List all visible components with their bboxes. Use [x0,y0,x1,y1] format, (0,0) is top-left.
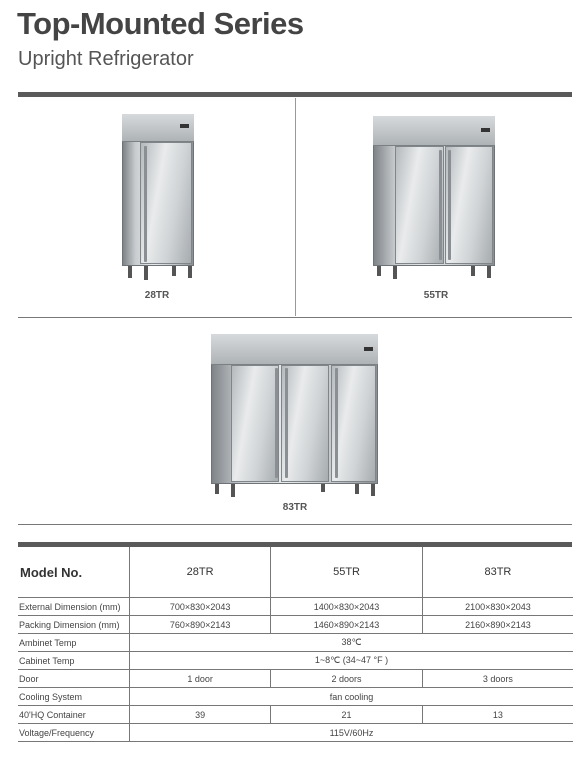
table-row [18,598,573,616]
cell: 2 doors [271,670,423,688]
lower-divider [18,524,572,525]
cell: 2160×890×2143 [422,616,573,634]
cell: 2100×830×2043 [422,598,573,616]
fridge-83tr-image [211,334,378,500]
table-row [18,652,573,670]
cell: 700×830×2043 [130,598,271,616]
column-header-55tr: 55TR [271,547,423,598]
cell: 1460×890×2143 [271,616,423,634]
row-label: 40'HQ Container [18,706,130,724]
row-label: External Dimension (mm) [18,598,130,616]
row-label: Voltage/Frequency [18,724,130,742]
row-label: Packing Dimension (mm) [18,616,130,634]
cell: 1 door [130,670,271,688]
table-row [18,670,573,688]
row-label: Cabinet Temp [18,652,130,670]
column-header-28tr: 28TR [130,547,271,598]
table-header-row [18,547,573,598]
page-title: Top-Mounted Series [17,6,304,41]
top-divider [18,92,572,97]
page-subtitle: Upright Refrigerator [18,48,194,70]
model-label-55tr: 55TR [423,290,449,301]
table-row [18,634,573,652]
model-no-header: Model No. [18,547,130,598]
table-row [18,616,573,634]
cell: 38℃ [130,634,574,652]
cell: 3 doors [422,670,573,688]
fridge-55tr-image [373,116,495,280]
model-label-83tr: 83TR [282,502,308,513]
cell: 21 [271,706,423,724]
cell: 1~8℃ (34~47 °F ) [130,652,574,670]
spec-table [18,547,573,742]
model-label-28tr: 28TR [144,290,170,301]
table-row [18,724,573,742]
cell: 1400×830×2043 [271,598,423,616]
fridge-28tr-image [122,114,194,282]
row-label: Ambinet Temp [18,634,130,652]
column-header-83tr: 83TR [422,547,573,598]
cell: 39 [130,706,271,724]
cell: 115V/60Hz [130,724,574,742]
cell: fan cooling [130,688,574,706]
cell: 13 [422,706,573,724]
middle-divider [18,317,572,318]
row-label: Cooling System [18,688,130,706]
row-label: Door [18,670,130,688]
vertical-divider [295,98,296,316]
cell: 760×890×2143 [130,616,271,634]
table-row [18,706,573,724]
table-row [18,688,573,706]
